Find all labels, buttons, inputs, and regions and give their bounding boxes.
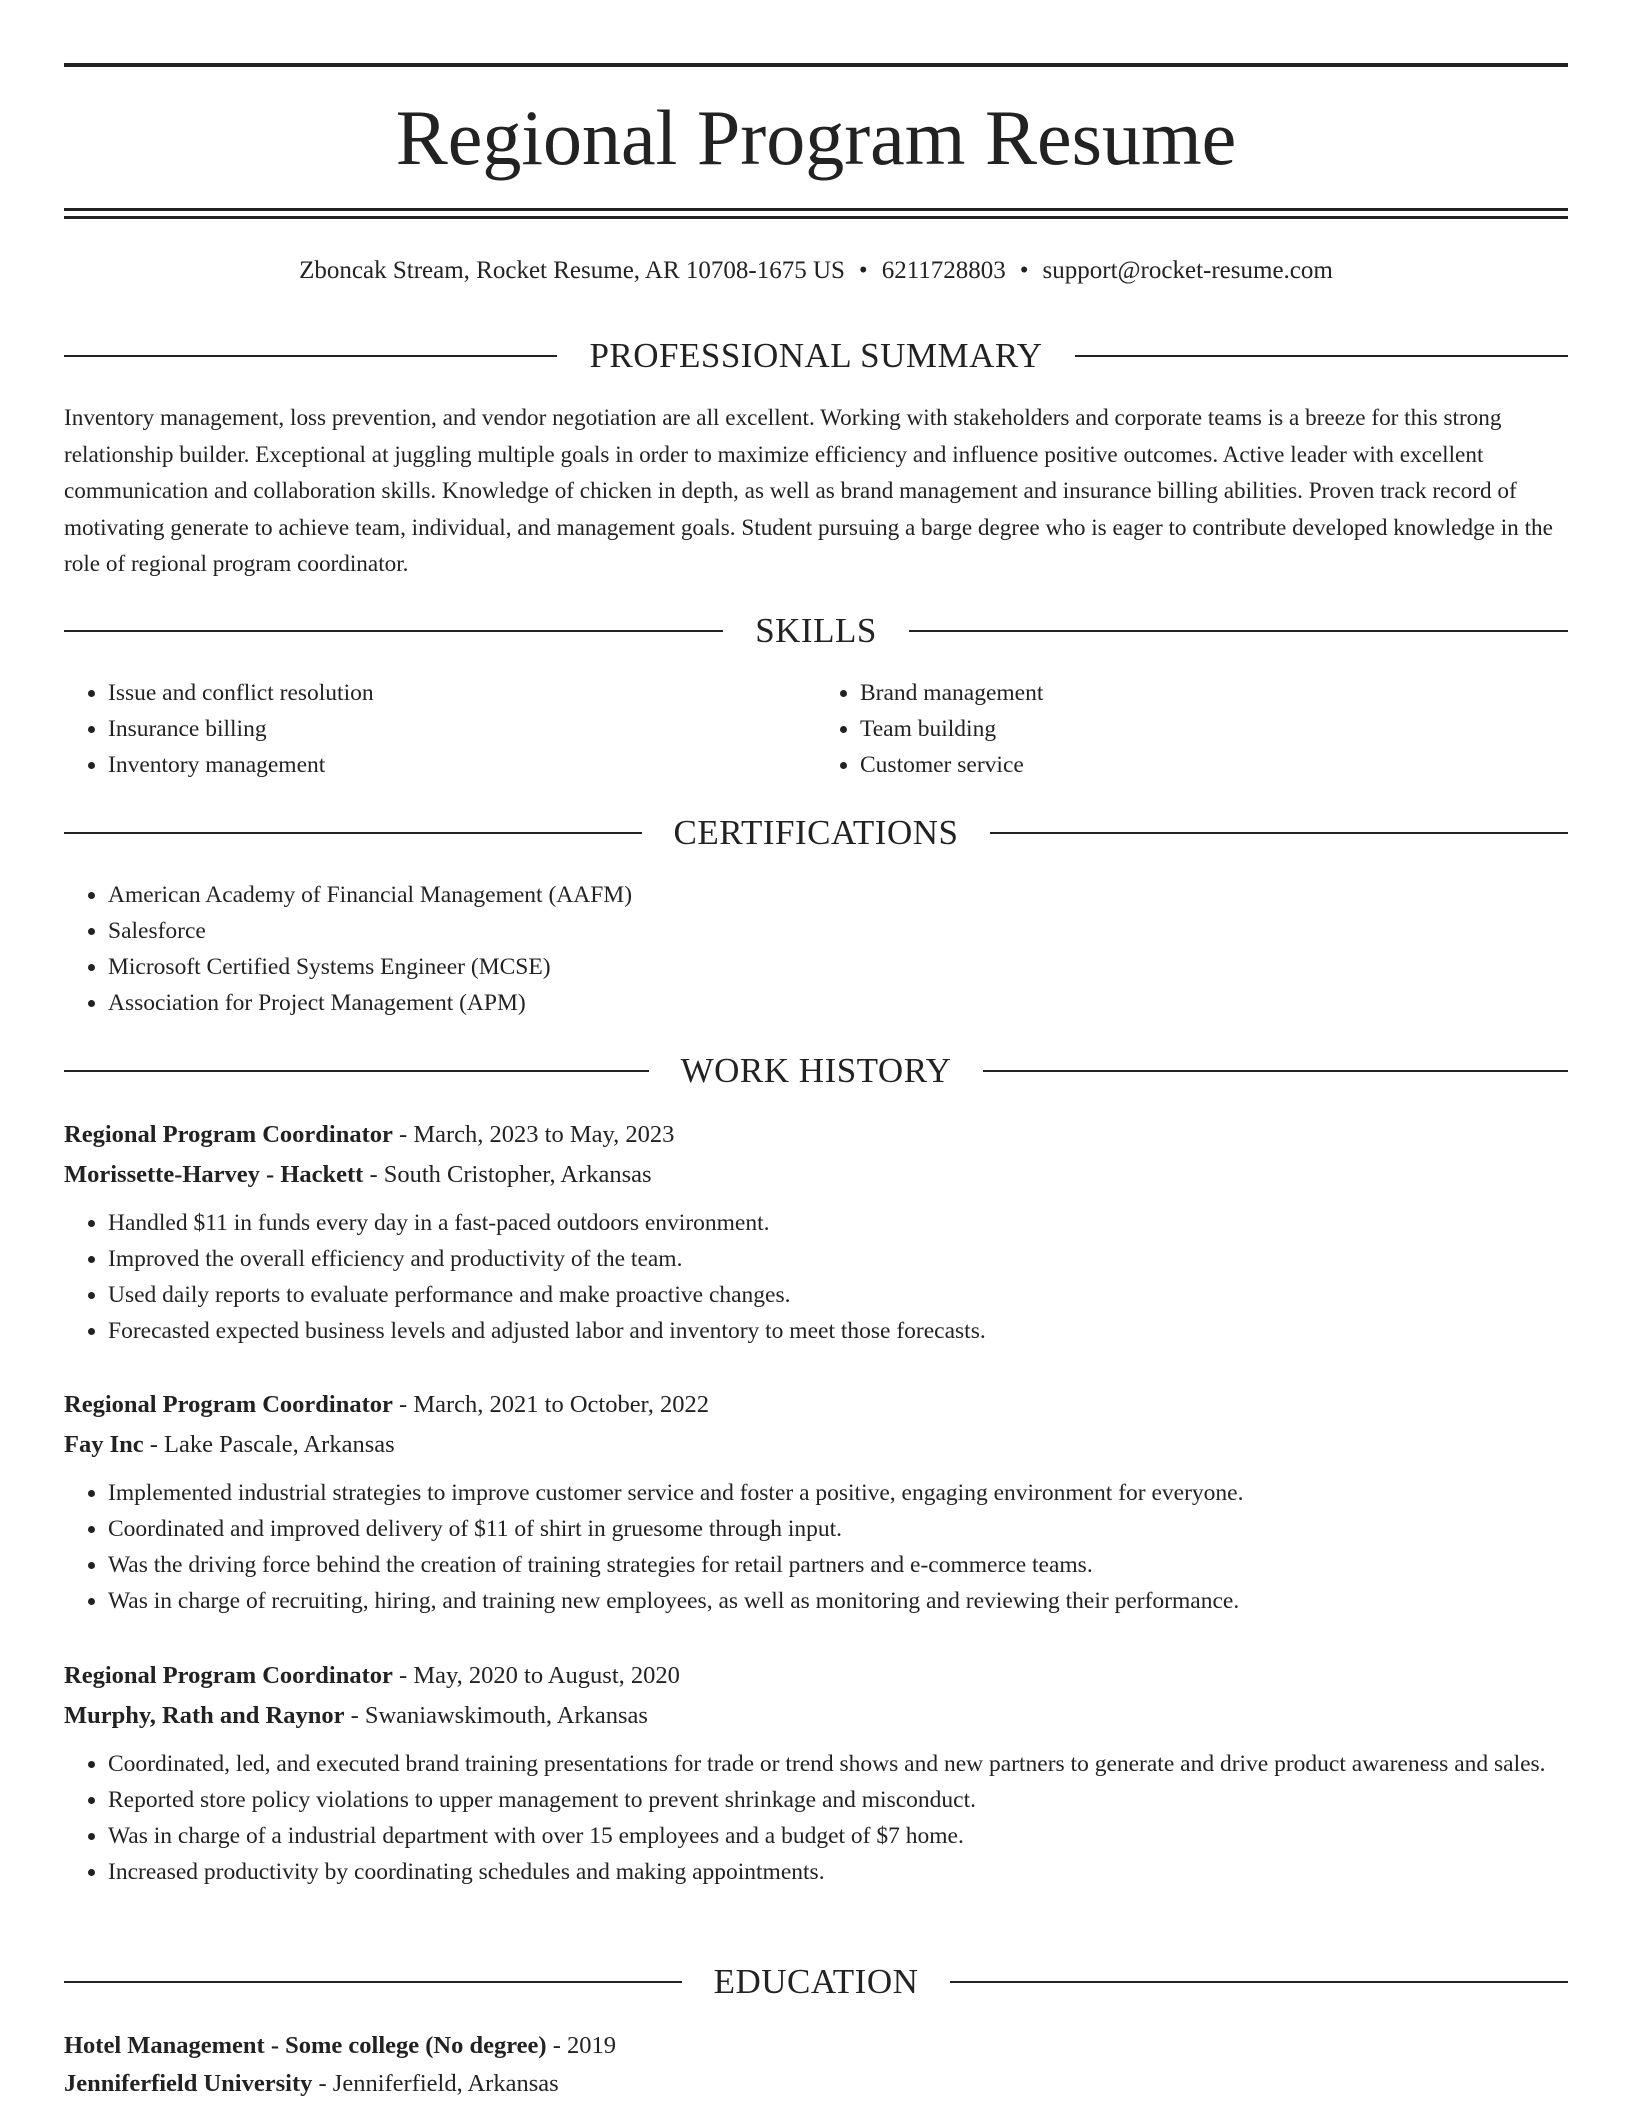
- job-entry: [64, 1656, 1568, 1890]
- contact-separator: •: [858, 257, 868, 284]
- job-company-line: [64, 1155, 1568, 1195]
- contact-email: support@rocket-resume.com: [1042, 257, 1333, 284]
- certification-item: • American Academy of Financial Management (AAFM): [108, 877, 1568, 913]
- education-degree: Hotel Management - Some college (No degree): [64, 2032, 547, 2059]
- certification-item: • Association for Project Management (APM): [108, 985, 1568, 1021]
- contact-separator: •: [1019, 257, 1029, 284]
- job-entry: [64, 1115, 1568, 1349]
- certification-item: • Microsoft Certified Systems Engineer (MCSE): [108, 949, 1568, 985]
- job-bullet: • Was the driving force behind the creation of training strategies for retail partners and e-commerce teams.: [108, 1547, 1568, 1583]
- section-rule-left: [64, 1981, 682, 1983]
- certifications-list: [64, 877, 1568, 1021]
- summary-text: Inventory management, loss prevention, and vendor negotiation are all excellent. Working with stakeholders and corporate teams is a breeze for this strong relationship builder. Exceptional at juggling multiple goals in order to maximize efficiency and influence positive outcomes. Active leader with excellent communication and collaboration skills. Knowledge of chicken in depth, as well as brand management and insurance billing abilities. Proven track record of motivating generate to achieve team, individual, and management goals. Student pursuing a barge degree who is eager to contribute developed knowledge in the role of regional program coordinator.: [64, 405, 1553, 577]
- section-rule-right: [1075, 355, 1568, 357]
- job-location: - South Cristopher, Arkansas: [363, 1161, 652, 1188]
- job-role-line: [64, 1385, 1568, 1425]
- certification-item: • Salesforce: [108, 913, 1568, 949]
- top-rule: [64, 63, 1568, 67]
- job-bullets: [64, 1475, 1568, 1619]
- section-title-education: EDUCATION: [713, 1962, 919, 2001]
- job-title: Regional Program Coordinator: [64, 1662, 393, 1689]
- job-entry: [64, 1385, 1568, 1619]
- contact-address: Zboncak Stream, Rocket Resume, AR 10708-1675 US: [299, 257, 845, 284]
- job-bullet: • Increased productivity by coordinating schedules and making appointments.: [108, 1854, 1568, 1890]
- job-company-line: [64, 1425, 1568, 1465]
- section-rule-left: [64, 630, 723, 632]
- job-company: Morissette-Harvey - Hackett: [64, 1161, 364, 1188]
- job-bullet: • Was in charge of a industrial department with over 15 employees and a budget of $7 home.: [108, 1818, 1568, 1854]
- job-bullet: • Improved the overall efficiency and productivity of the team.: [108, 1241, 1568, 1277]
- job-bullets: [64, 1746, 1568, 1890]
- section-header-work: [64, 1051, 1568, 1091]
- skill-item: • Inventory management: [108, 747, 816, 783]
- job-title: Regional Program Coordinator: [64, 1121, 393, 1148]
- section-header-certifications: [64, 813, 1568, 853]
- section-rule-right: [990, 832, 1568, 834]
- job-role-line: [64, 1656, 1568, 1696]
- education-entry: [64, 2027, 1568, 2103]
- job-location: - Swaniawskimouth, Arkansas: [344, 1702, 648, 1729]
- job-bullet: • Handled $11 in funds every day in a fast-paced outdoors environment.: [108, 1205, 1568, 1241]
- job-company: Murphy, Rath and Raynor: [64, 1702, 345, 1729]
- section-rule-left: [64, 355, 557, 357]
- section-rule-left: [64, 1070, 649, 1072]
- job-bullets: [64, 1205, 1568, 1349]
- job-company: Fay Inc: [64, 1431, 144, 1458]
- job-role-line: [64, 1115, 1568, 1155]
- skill-item: • Customer service: [860, 747, 1568, 783]
- contact-line: [64, 254, 1568, 288]
- education-degree-line: [64, 2027, 1568, 2065]
- job-bullet: • Used daily reports to evaluate performance and make proactive changes.: [108, 1277, 1568, 1313]
- section-title-skills: SKILLS: [755, 611, 877, 650]
- education-location: - Jenniferfield, Arkansas: [312, 2070, 559, 2097]
- job-bullet: • Forecasted expected business levels and adjusted labor and inventory to meet those forecasts.: [108, 1313, 1568, 1349]
- section-title-certifications: CERTIFICATIONS: [673, 813, 959, 852]
- section-rule-right: [950, 1981, 1568, 1983]
- education-school: Jenniferfield University: [64, 2070, 313, 2097]
- section-header-education: [64, 1962, 1568, 2002]
- job-company-line: [64, 1696, 1568, 1736]
- skill-item: • Team building: [860, 711, 1568, 747]
- section-rule-left: [64, 832, 642, 834]
- job-bullet: • Coordinated and improved delivery of $11 of shirt in gruesome through input.: [108, 1511, 1568, 1547]
- job-dates: - March, 2023 to May, 2023: [392, 1121, 675, 1148]
- section-title-summary: PROFESSIONAL SUMMARY: [589, 336, 1043, 375]
- education-school-line: [64, 2065, 1568, 2103]
- job-dates: - May, 2020 to August, 2020: [392, 1662, 680, 1689]
- job-bullet: • Coordinated, led, and executed brand training presentations for trade or trend shows and new partners to generate and drive product awareness and sales.: [108, 1746, 1568, 1782]
- job-location: - Lake Pascale, Arkansas: [143, 1431, 395, 1458]
- section-header-summary: [64, 336, 1568, 376]
- skills-column-left: [64, 675, 816, 783]
- education-year: - 2019: [546, 2032, 617, 2059]
- title-double-rule-upper: [64, 208, 1568, 211]
- skills-column-right: [816, 675, 1568, 783]
- section-rule-right: [983, 1070, 1568, 1072]
- job-bullet: • Reported store policy violations to upper management to prevent shrinkage and misconduct.: [108, 1782, 1568, 1818]
- skills-list: [64, 675, 1568, 783]
- section-title-work: WORK HISTORY: [680, 1051, 952, 1090]
- section-rule-right: [909, 630, 1568, 632]
- skill-item: • Brand management: [860, 675, 1568, 711]
- title-double-rule-lower: [64, 216, 1568, 219]
- job-dates: - March, 2021 to October, 2022: [392, 1391, 709, 1418]
- job-bullet: • Was in charge of recruiting, hiring, and training new employees, as well as monitoring and reviewing their performance.: [108, 1583, 1568, 1619]
- contact-phone: 6211728803: [881, 257, 1006, 284]
- skill-item: • Insurance billing: [108, 711, 816, 747]
- skill-item: • Issue and conflict resolution: [108, 675, 816, 711]
- job-title: Regional Program Coordinator: [64, 1391, 393, 1418]
- job-bullet: • Implemented industrial strategies to improve customer service and foster a positive, engaging environment for everyone.: [108, 1475, 1568, 1511]
- section-header-skills: [64, 611, 1568, 651]
- resume-title: Regional Program Resume: [395, 94, 1237, 181]
